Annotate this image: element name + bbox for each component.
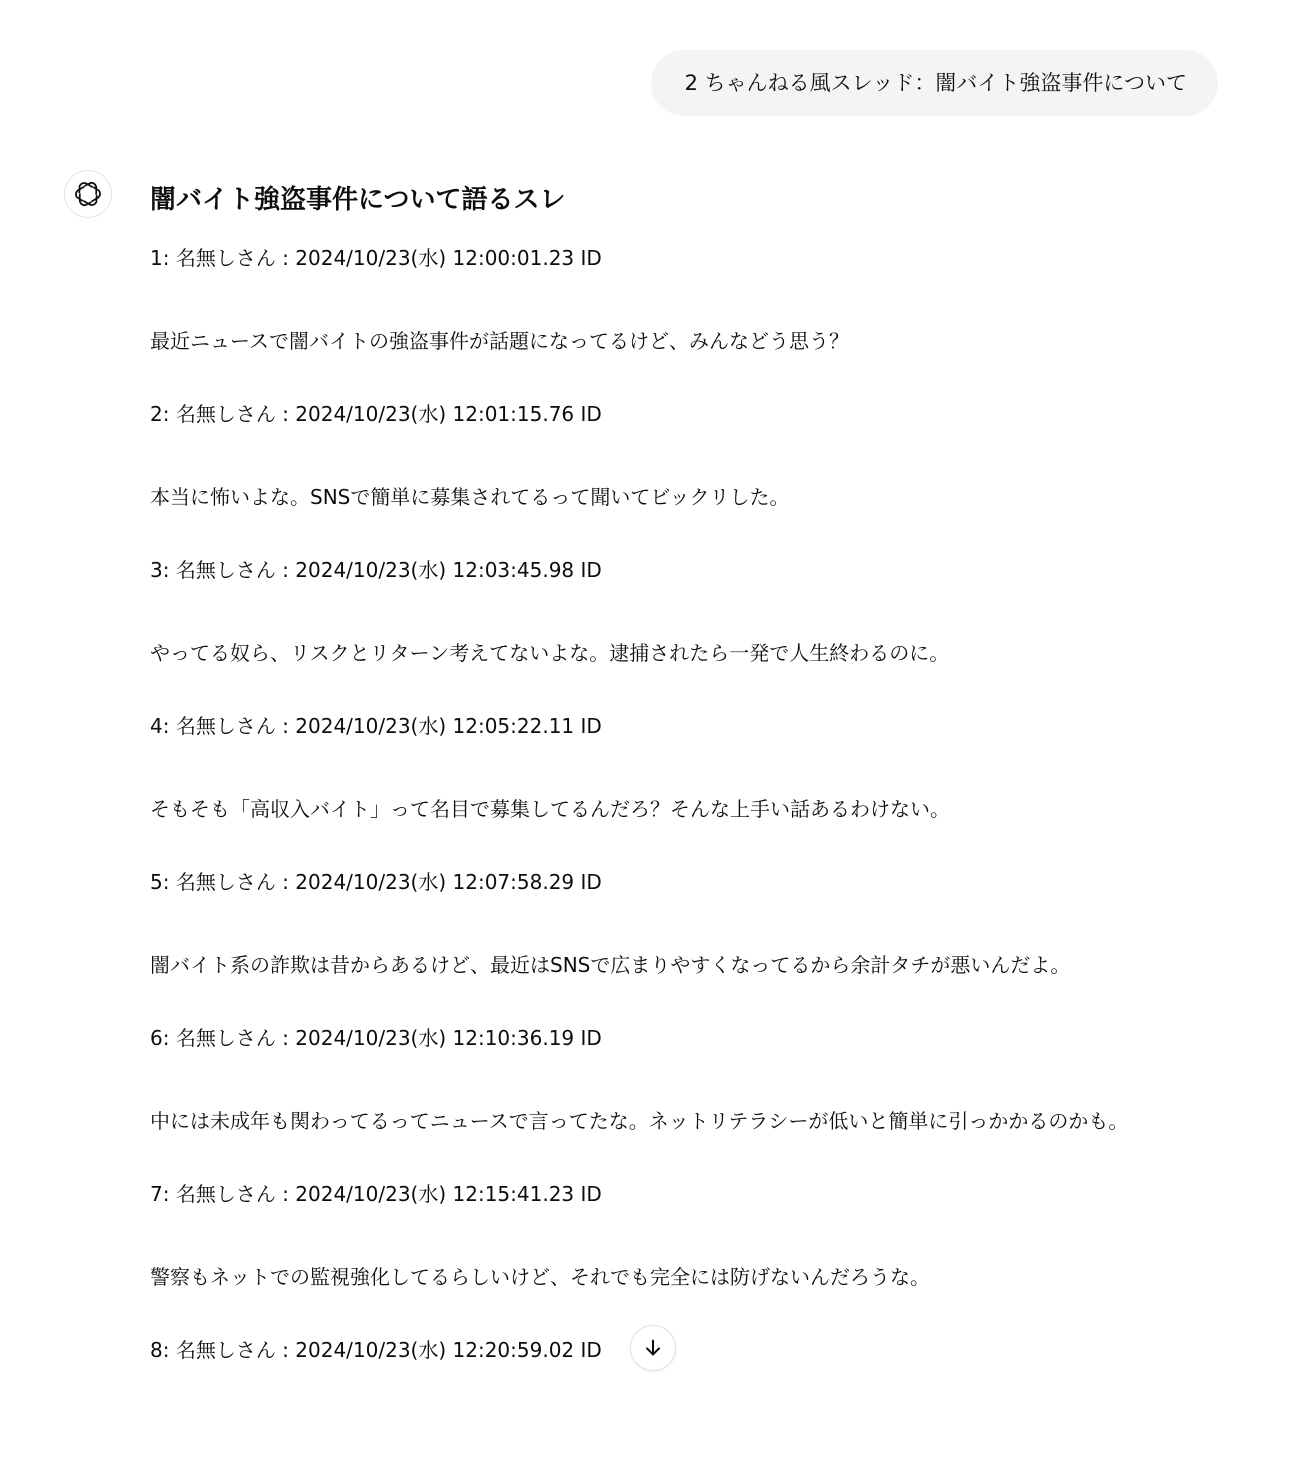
post-body: 最近ニュースで闇バイトの強盗事件が話題になってるけど、みんなどう思う？ [150,329,849,353]
arrow-down-icon [642,1337,664,1359]
post-body: 闇バイト系の詐欺は昔からあるけど、最近はSNSで広まりやすくなってるから余計タチが悪いんだよ。 [150,953,1071,977]
scroll-down-button[interactable] [630,1325,676,1371]
post-header: 5: 名無しさん : 2024/10/23(水) 12:07:58.29 ID [150,870,602,894]
user-message-text: 2 ちゃんねる風スレッド：闇バイト強盗事件について [684,71,1187,95]
assistant-avatar [64,170,112,218]
post-header: 7: 名無しさん : 2024/10/23(水) 12:15:41.23 ID [150,1182,602,1206]
post-body: 本当に怖いよな。SNSで簡単に募集されてるって聞いてビックリした。 [150,485,790,509]
user-message-bubble [651,50,1218,116]
thread-title: 闇バイト強盗事件について語るスレ [150,185,566,215]
post-header: 1: 名無しさん : 2024/10/23(水) 12:00:01.23 ID [150,246,602,270]
openai-logo-icon [75,181,101,207]
post-header: 3: 名無しさん : 2024/10/23(水) 12:03:45.98 ID [150,558,602,582]
post-header: 2: 名無しさん : 2024/10/23(水) 12:01:15.76 ID [150,402,602,426]
post-header: 4: 名無しさん : 2024/10/23(水) 12:05:22.11 ID [150,714,602,738]
post-header: 8: 名無しさん : 2024/10/23(水) 12:20:59.02 ID [150,1338,602,1362]
post-body: やってる奴ら、リスクとリターン考えてないよな。逮捕されたら一発で人生終わるのに。 [150,641,950,665]
post-header: 6: 名無しさん : 2024/10/23(水) 12:10:36.19 ID [150,1026,602,1050]
post-body: そもそも「高収入バイト」って名目で募集してるんだろ？そんな上手い話あるわけない。 [150,797,950,821]
post-body: 中には未成年も関わってるってニュースで言ってたな。ネットリテラシーが低いと簡単に引っかかるのかも。 [150,1109,1129,1133]
post-body: 警察もネットでの監視強化してるらしいけど、それでも完全には防げないんだろうな。 [150,1265,930,1289]
